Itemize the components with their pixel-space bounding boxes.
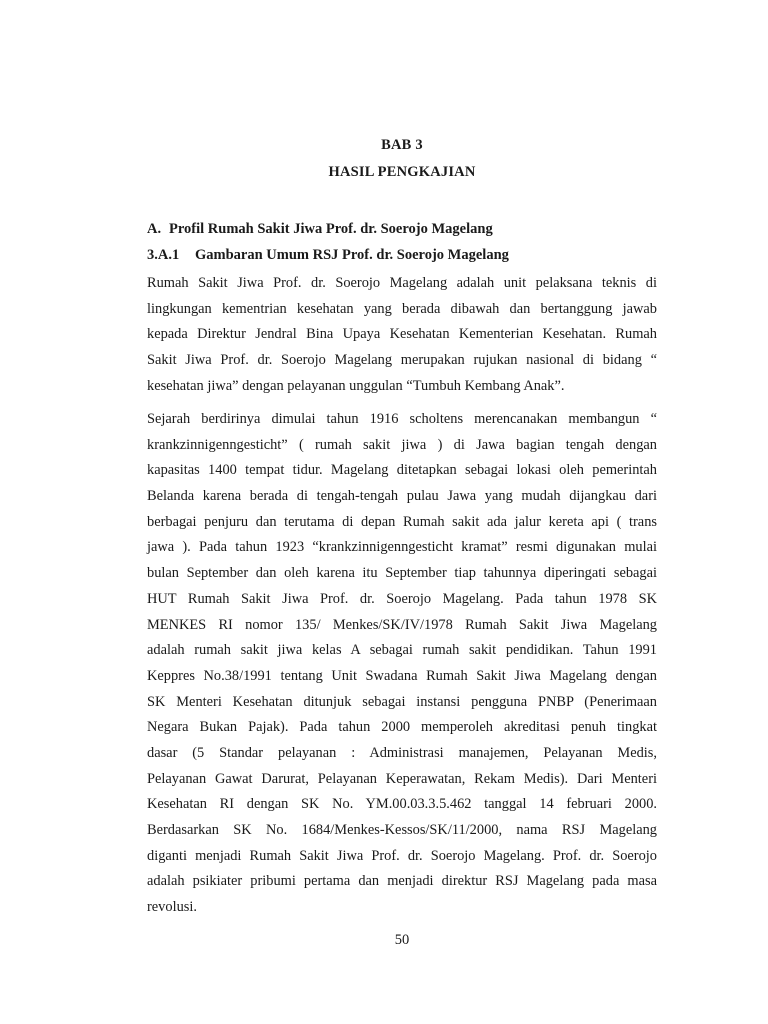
paragraph-1 — [147, 271, 657, 399]
text-line: HUT Rumah Sakit Jiwa Prof. dr. Soerojo Magelang. Pada tahun 1978 SK — [147, 590, 657, 607]
subsection-title: Gambaran Umum RSJ Prof. dr. Soerojo Magelang — [195, 247, 509, 263]
subsection-number: 3.A.1 — [147, 247, 180, 263]
text-line: adalah psikiater pribumi pertama dan menjadi direktur RSJ Magelang pada masa — [147, 873, 657, 890]
text-line: krankzinnigenngesticht” ( rumah sakit jiwa ) di Jawa bagian tengah dengan — [147, 436, 657, 453]
text-line: berbagai penjuru dan terutama di depan Rumah sakit ada jalur kereta api ( trans — [147, 513, 657, 530]
text-line: dasar (5 Standar pelayanan : Administrasi manajemen, Pelayanan Medis, — [147, 744, 657, 761]
text-line: kesehatan jiwa” dengan pelayanan unggulan “Tumbuh Kembang Anak”. — [147, 377, 565, 394]
subsection-heading — [147, 247, 509, 264]
text-line: kepada Direktur Jendral Bina Upaya Kesehatan Kementerian Kesehatan. Rumah — [147, 326, 657, 343]
text-line: Sakit Jiwa Prof. dr. Soerojo Magelang merupakan rujukan nasional di bidang “ — [147, 352, 657, 369]
text-line: MENKES RI nomor 135/ Menkes/SK/IV/1978 Rumah Sakit Jiwa Magelang — [147, 616, 657, 633]
text-line: Kesehatan RI dengan SK No. YM.00.03.3.5.462 tanggal 14 februari 2000. — [147, 796, 657, 813]
text-line: jawa ). Pada tahun 1923 “krankzinnigenngesticht kramat” resmi digunakan mulai — [147, 539, 657, 556]
text-line: Sejarah berdirinya dimulai tahun 1916 scholtens merencanakan membangun “ — [147, 411, 657, 427]
text-line: bulan September dan oleh karena itu September tiap tahunnya diperingati sebagai — [147, 565, 657, 582]
text-line: Rumah Sakit Jiwa Prof. dr. Soerojo Magelang adalah unit pelaksana teknis di — [147, 275, 657, 291]
text-line: Negara Bukan Pajak). Pada tahun 2000 memperoleh akreditasi penuh tingkat — [147, 719, 657, 736]
text-line: revolusi. — [147, 899, 197, 916]
text-line: Berdasarkan SK No. 1684/Menkes-Kessos/SK/11/2000, nama RSJ Magelang — [147, 822, 657, 838]
text-line: Pelayanan Gawat Darurat, Pelayanan Keperawatan, Rekam Medis). Dari Menteri — [147, 770, 657, 787]
text-line: SK Menteri Kesehatan ditunjuk sebagai instansi pengguna PNBP (Penerimaan — [147, 693, 657, 710]
paragraph-2 — [147, 407, 657, 921]
section-title: Profil Rumah Sakit Jiwa Prof. dr. Soerojo Magelang — [169, 221, 493, 237]
text-line: lingkungan kementrian kesehatan yang berada dibawah dan bertanggung jawab — [147, 300, 657, 317]
text-line: Belanda karena berada di tengah-tengah pulau Jawa yang mudah dijangkau dari — [147, 488, 657, 505]
section-prefix: A. — [147, 221, 162, 237]
page-number: 50 — [394, 932, 410, 948]
section-heading — [147, 221, 493, 238]
text-line: Keppres No.38/1991 tentang Unit Swadana Rumah Sakit Jiwa Magelang dengan — [147, 667, 657, 684]
text-line: diganti menjadi Rumah Sakit Jiwa Prof. dr. Soerojo Magelang. Prof. dr. Soerojo — [147, 847, 657, 864]
text-line: adalah rumah sakit jiwa kelas A sebagai rumah sakit pendidikan. Tahun 1991 — [147, 642, 657, 659]
text-line: kapasitas 1400 tempat tidur. Magelang ditetapkan sebagai lokasi oleh pemerintah — [147, 462, 657, 479]
chapter-title: HASIL PENGKAJIAN — [328, 164, 476, 180]
chapter-number: BAB 3 — [381, 137, 423, 153]
